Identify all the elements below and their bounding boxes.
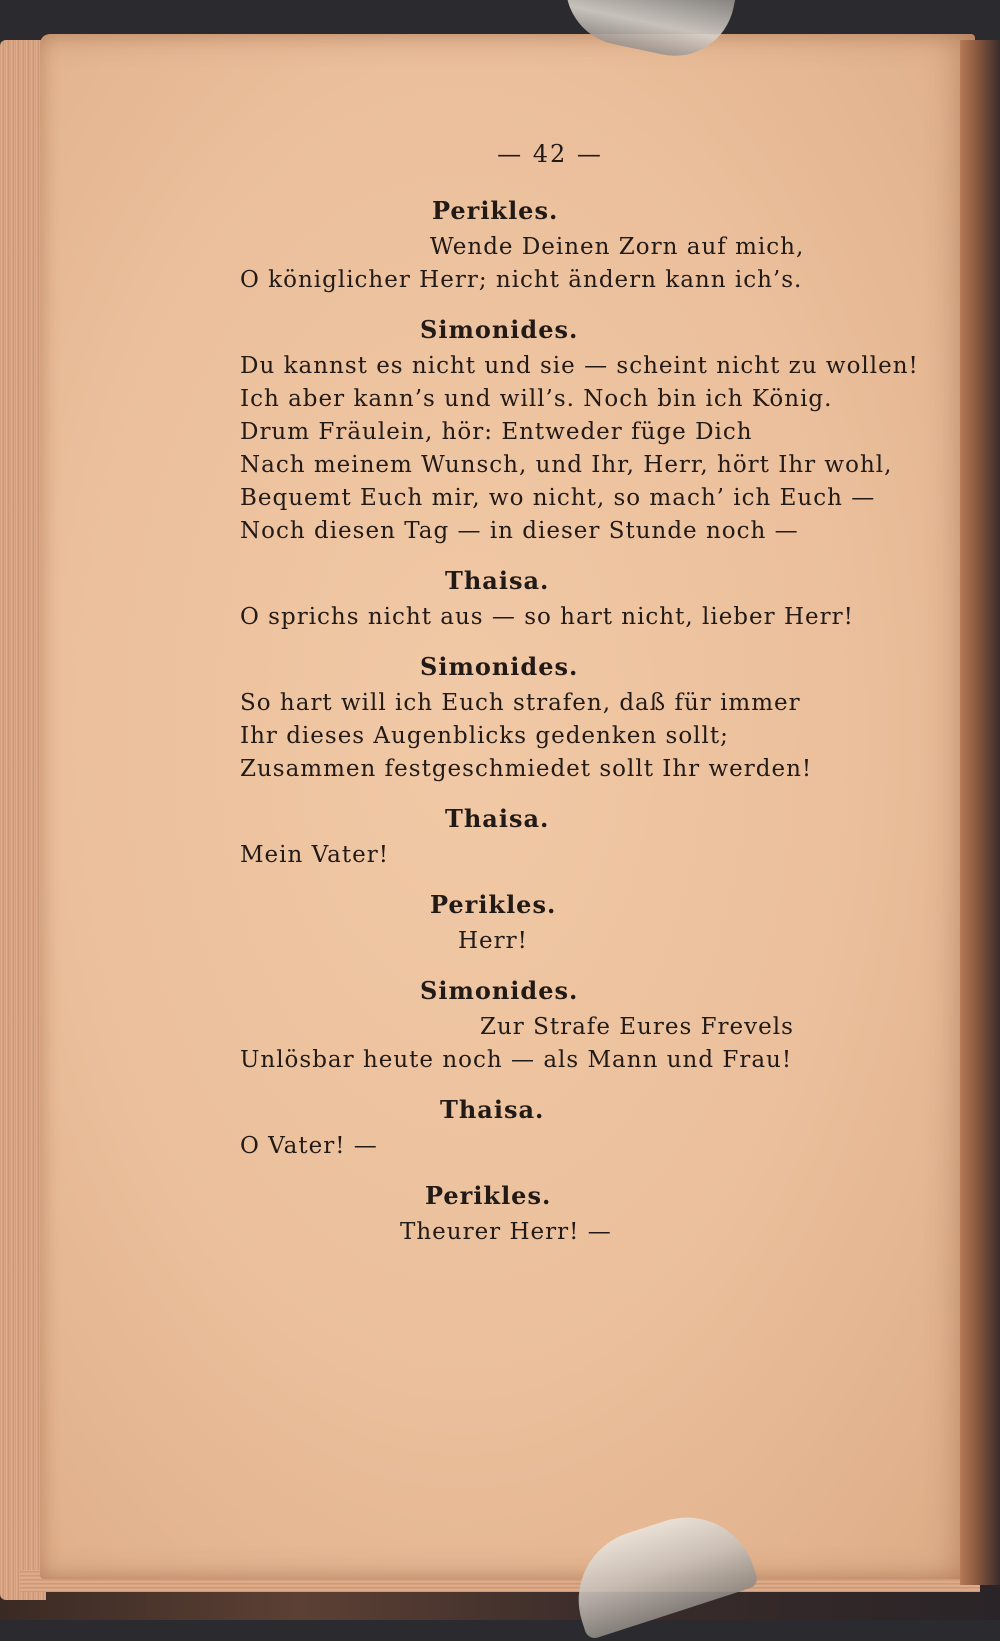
verse-line: Drum Fräulein, hör: Entweder füge Dich [240, 419, 753, 445]
verse-line: O Vater! — [240, 1133, 378, 1159]
verse-line: Wende Deinen Zorn auf mich, [430, 234, 805, 260]
verse-line: Theurer Herr! — [400, 1219, 612, 1245]
verse-line: Ihr dieses Augenblicks gedenken sollt; [240, 723, 729, 749]
speaker-name: Perikles. [430, 890, 557, 919]
verse-line: O königlicher Herr; nicht ändern kann ich’s. [240, 267, 803, 293]
speaker-name: Thaisa. [440, 1095, 545, 1124]
speaker-name: Thaisa. [445, 566, 550, 595]
verse-line: Du kannst es nicht und sie — scheint nicht zu wollen! [240, 353, 919, 379]
verse-line: Zusammen festgeschmiedet sollt Ihr werden! [240, 756, 813, 782]
speaker-name: Perikles. [425, 1181, 552, 1210]
verse-line: So hart will ich Euch strafen, daß für immer [240, 690, 801, 716]
book-gutter [960, 40, 1000, 1585]
verse-line: Zur Strafe Eures Frevels [480, 1014, 794, 1040]
speaker-name: Perikles. [432, 196, 559, 225]
speaker-name: Thaisa. [445, 804, 550, 833]
verse-line: Nach meinem Wunsch, und Ihr, Herr, hört Ihr wohl, [240, 452, 893, 478]
verse-line: Bequemt Euch mir, wo nicht, so mach’ ich Euch — [240, 485, 876, 511]
page-text [240, 140, 919, 1249]
verse-line: Ich aber kann’s und will’s. Noch bin ich König. [240, 386, 833, 412]
speaker-name: Simonides. [420, 315, 579, 344]
verse-line: Noch diesen Tag — in dieser Stunde noch — [240, 518, 799, 544]
speaker-name: Simonides. [420, 652, 579, 681]
verse-line: O sprichs nicht aus — so hart nicht, lieber Herr! [240, 604, 854, 630]
verse-line: Mein Vater! [240, 842, 389, 868]
speaker-name: Simonides. [420, 976, 579, 1005]
page-number: — 42 — [497, 140, 603, 168]
verse-line: Herr! [458, 928, 528, 954]
verse-line: Unlösbar heute noch — als Mann und Frau! [240, 1047, 793, 1073]
